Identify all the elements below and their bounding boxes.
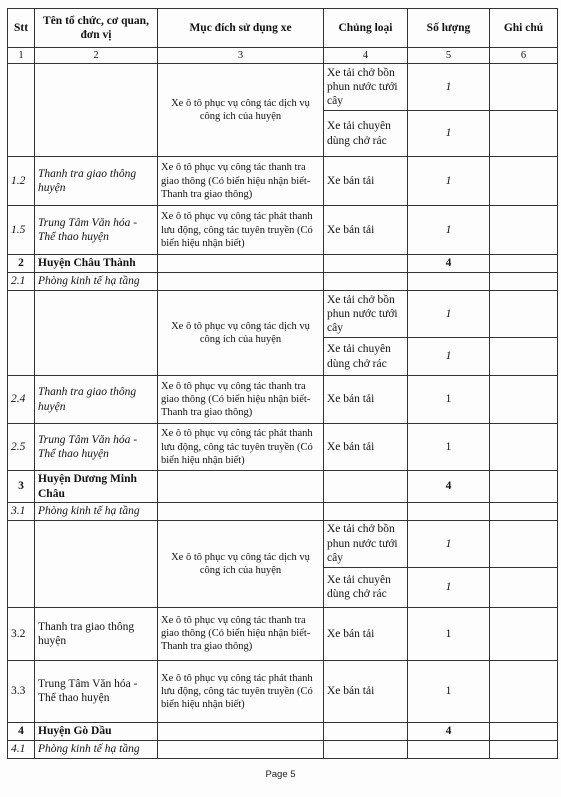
note-cell <box>490 520 558 567</box>
organization-cell: Thanh tra giao thông huyện <box>35 607 158 660</box>
quantity-cell: 1 <box>408 520 490 567</box>
purpose-cell: Xe ô tô phục vụ công tác thanh tra giao thông (Có biển hiệu nhận biết-Thanh tra giao thông) <box>158 157 324 206</box>
table-row <box>8 520 558 567</box>
header-note: Ghi chú <box>490 9 558 48</box>
section-quantity: 4 <box>408 722 490 740</box>
quantity-cell: 1 <box>408 424 490 471</box>
type-cell: Xe tải chuyên dùng chở rác <box>324 111 408 157</box>
purpose-cell: Xe ô tô phục vụ công tác phát thanh lưu động, công tác tuyên truyền (Có biển hiệu nhận biết) <box>158 660 324 722</box>
column-number: 1 <box>8 48 35 64</box>
quantity-cell <box>408 273 490 291</box>
subsection-row <box>8 740 558 758</box>
section-row <box>8 722 558 740</box>
column-number: 3 <box>158 48 324 64</box>
stt-cell <box>8 291 35 376</box>
organization-cell: Trung Tâm Văn hóa - Thể thao huyện <box>35 660 158 722</box>
organization-cell <box>35 64 158 157</box>
section-quantity: 4 <box>408 255 490 273</box>
subsection-row <box>8 273 558 291</box>
type-cell: Xe tải chở bồn phun nước tưới cây <box>324 64 408 111</box>
purpose-cell: Xe ô tô phục vụ công tác dịch vụ công ích của huyện <box>158 64 324 157</box>
table-row <box>8 157 558 206</box>
section-name: Huyện Châu Thành <box>35 255 158 273</box>
note-cell <box>490 111 558 157</box>
note-cell <box>490 740 558 758</box>
subsection-stt: 3.1 <box>8 502 35 520</box>
type-cell: Xe bán tải <box>324 424 408 471</box>
stt-cell: 3.3 <box>8 660 35 722</box>
quantity-cell: 1 <box>408 567 490 607</box>
column-number: 5 <box>408 48 490 64</box>
table-header-row <box>8 9 558 48</box>
type-cell: Xe tải chuyên dùng chở rác <box>324 567 408 607</box>
section-stt: 4 <box>8 722 35 740</box>
type-cell: Xe tải chở bồn phun nước tưới cây <box>324 291 408 338</box>
vehicle-allocation-table <box>7 8 558 759</box>
subsection-stt: 2.1 <box>8 273 35 291</box>
quantity-cell: 1 <box>408 660 490 722</box>
purpose-cell: Xe ô tô phục vụ công tác thanh tra giao thông (Có biển hiệu nhận biết-Thanh tra giao thông) <box>158 376 324 424</box>
quantity-cell: 1 <box>408 376 490 424</box>
note-cell <box>490 567 558 607</box>
quantity-cell <box>408 740 490 758</box>
purpose-cell <box>158 255 324 273</box>
type-cell: Xe bán tải <box>324 157 408 206</box>
note-cell <box>490 64 558 111</box>
quantity-cell: 1 <box>408 607 490 660</box>
note-cell <box>490 255 558 273</box>
quantity-cell: 1 <box>408 157 490 206</box>
column-number-row <box>8 48 558 64</box>
subsection-name: Phòng kinh tế hạ tầng <box>35 273 158 291</box>
column-number: 6 <box>490 48 558 64</box>
quantity-cell: 1 <box>408 291 490 338</box>
table-row <box>8 206 558 255</box>
note-cell <box>490 206 558 255</box>
quantity-cell: 1 <box>408 64 490 111</box>
type-cell: Xe tải chuyên dùng chở rác <box>324 338 408 376</box>
page-number: Page 5 <box>265 769 296 780</box>
header-type: Chủng loại <box>324 9 408 48</box>
note-cell <box>490 338 558 376</box>
type-cell: Xe bán tải <box>324 376 408 424</box>
section-quantity: 4 <box>408 471 490 503</box>
note-cell <box>490 376 558 424</box>
stt-cell: 1.2 <box>8 157 35 206</box>
stt-cell: 2.4 <box>8 376 35 424</box>
stt-cell <box>8 64 35 157</box>
column-number: 4 <box>324 48 408 64</box>
note-cell <box>490 722 558 740</box>
stt-cell <box>8 520 35 607</box>
column-number: 2 <box>35 48 158 64</box>
note-cell <box>490 291 558 338</box>
quantity-cell: 1 <box>408 338 490 376</box>
organization-cell: Thanh tra giao thông huyện <box>35 376 158 424</box>
section-row <box>8 255 558 273</box>
quantity-cell <box>408 502 490 520</box>
section-stt: 2 <box>8 255 35 273</box>
organization-cell: Thanh tra giao thông huyện <box>35 157 158 206</box>
stt-cell: 2.5 <box>8 424 35 471</box>
organization-cell <box>35 291 158 376</box>
subsection-name: Phòng kinh tế hạ tầng <box>35 502 158 520</box>
organization-cell: Trung Tâm Văn hóa - Thể thao huyện <box>35 424 158 471</box>
table-row <box>8 424 558 471</box>
type-cell <box>324 502 408 520</box>
type-cell <box>324 255 408 273</box>
section-name: Huyện Gò Dầu <box>35 722 158 740</box>
purpose-cell: Xe ô tô phục vụ công tác dịch vụ công ích của huyện <box>158 291 324 376</box>
table-row <box>8 607 558 660</box>
header-quantity: Số lượng <box>408 9 490 48</box>
section-name: Huyện Dương Minh Châu <box>35 471 158 503</box>
table-row <box>8 376 558 424</box>
stt-cell: 3.2 <box>8 607 35 660</box>
purpose-cell <box>158 273 324 291</box>
organization-cell <box>35 520 158 607</box>
note-cell <box>490 607 558 660</box>
purpose-cell <box>158 471 324 503</box>
table-row <box>8 64 558 111</box>
note-cell <box>490 502 558 520</box>
type-cell <box>324 740 408 758</box>
note-cell <box>490 273 558 291</box>
purpose-cell: Xe ô tô phục vụ công tác thanh tra giao thông (Có biển hiệu nhận biết-Thanh tra giao thông) <box>158 607 324 660</box>
purpose-cell <box>158 722 324 740</box>
stt-cell: 1.5 <box>8 206 35 255</box>
subsection-name: Phòng kinh tế hạ tầng <box>35 740 158 758</box>
subsection-stt: 4.1 <box>8 740 35 758</box>
quantity-cell: 1 <box>408 206 490 255</box>
note-cell <box>490 471 558 503</box>
type-cell <box>324 471 408 503</box>
purpose-cell: Xe ô tô phục vụ công tác phát thanh lưu động, công tác tuyên truyền (Có biển hiệu nhận biết) <box>158 424 324 471</box>
table-row <box>8 660 558 722</box>
header-purpose: Mục đích sử dụng xe <box>158 9 324 48</box>
type-cell: Xe bán tải <box>324 206 408 255</box>
table-row <box>8 291 558 338</box>
section-stt: 3 <box>8 471 35 503</box>
type-cell <box>324 273 408 291</box>
purpose-cell: Xe ô tô phục vụ công tác dịch vụ công ích của huyện <box>158 520 324 607</box>
purpose-cell: Xe ô tô phục vụ công tác phát thanh lưu động, công tác tuyên truyền (Có biển hiệu nhận biết) <box>158 206 324 255</box>
type-cell: Xe tải chở bồn phun nước tưới cây <box>324 520 408 567</box>
note-cell <box>490 157 558 206</box>
section-row <box>8 471 558 503</box>
organization-cell: Trung Tâm Văn hóa - Thể thao huyện <box>35 206 158 255</box>
note-cell <box>490 424 558 471</box>
header-stt: Stt <box>8 9 35 48</box>
note-cell <box>490 660 558 722</box>
type-cell: Xe bán tải <box>324 660 408 722</box>
type-cell <box>324 722 408 740</box>
purpose-cell <box>158 740 324 758</box>
purpose-cell <box>158 502 324 520</box>
header-organization: Tên tổ chức, cơ quan, đơn vị <box>35 9 158 48</box>
quantity-cell: 1 <box>408 111 490 157</box>
type-cell: Xe bán tải <box>324 607 408 660</box>
subsection-row <box>8 502 558 520</box>
